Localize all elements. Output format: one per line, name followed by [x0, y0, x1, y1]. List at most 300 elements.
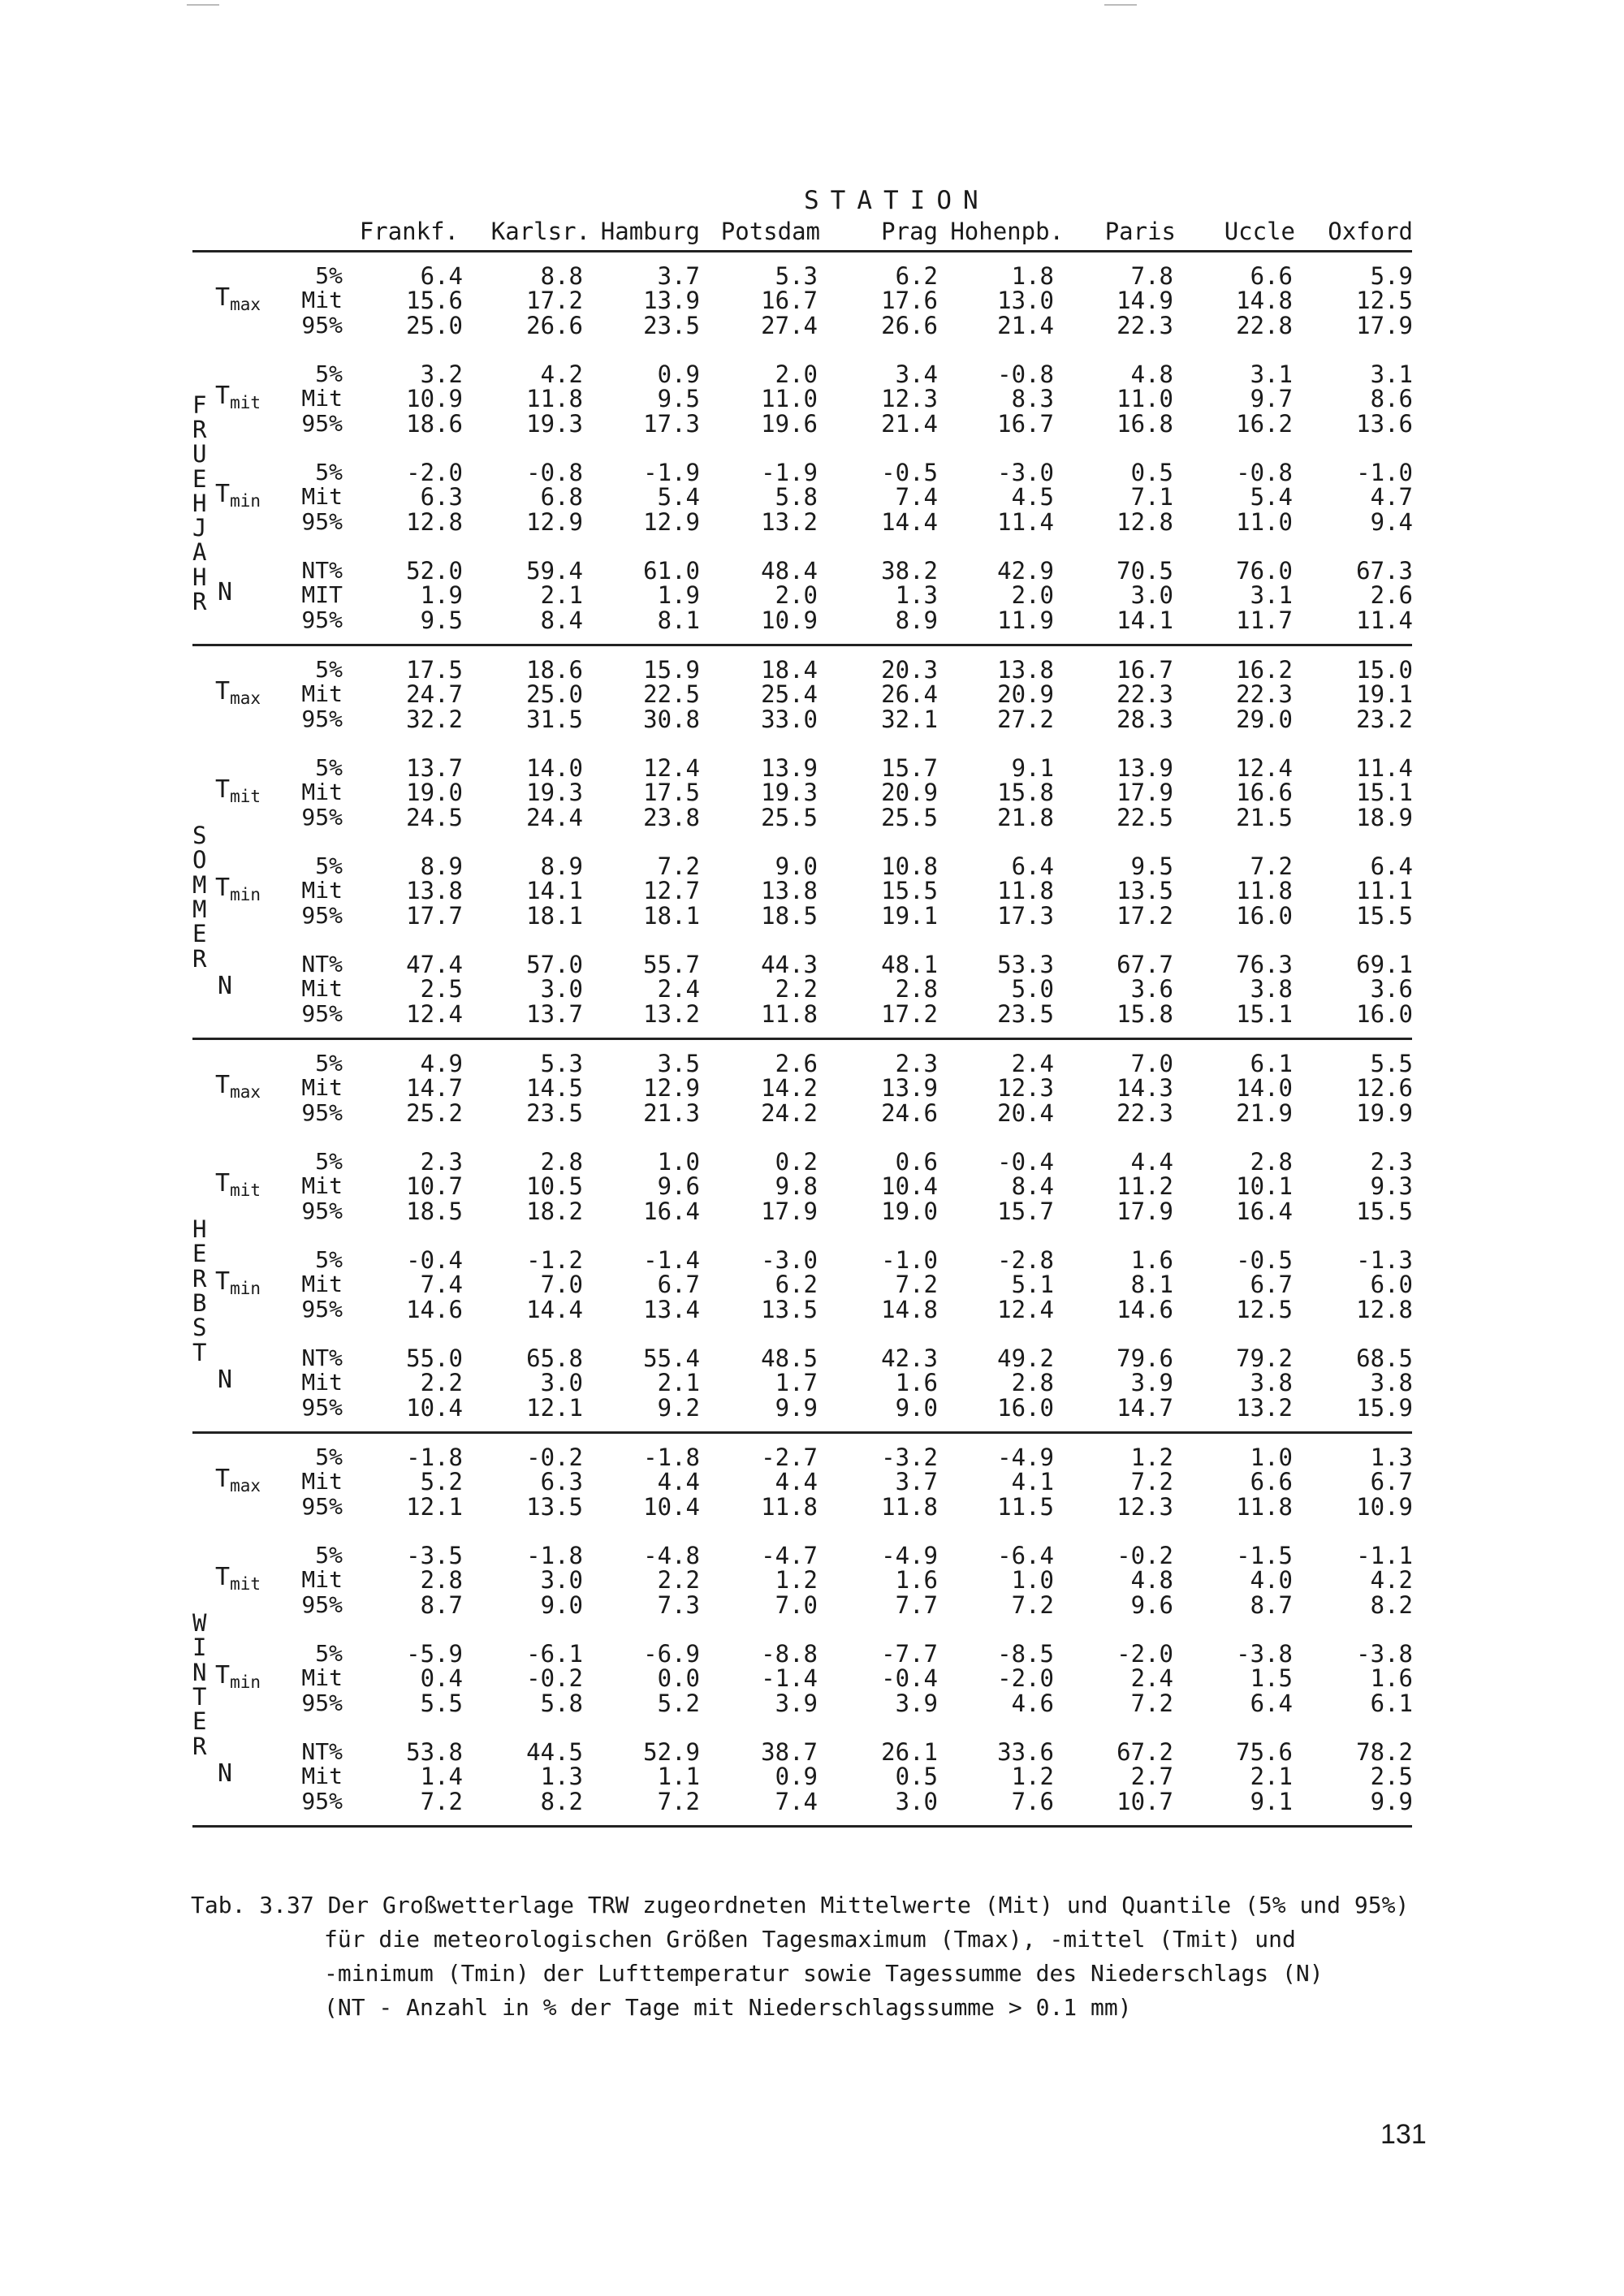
table-cell: 2.8 — [1250, 1148, 1293, 1176]
table-cell: 29.0 — [1236, 705, 1293, 733]
table-cell: 70.5 — [1116, 557, 1173, 585]
table-cell: 13.9 — [1116, 754, 1173, 782]
table-cell: 11.8 — [1236, 1492, 1293, 1521]
station-header: Uccle — [1224, 218, 1295, 245]
variable-symbol: T — [215, 1169, 231, 1198]
table-cell: 21.8 — [997, 803, 1054, 831]
table-cell: 13.5 — [761, 1295, 818, 1323]
table-cell: 15.5 — [1356, 901, 1413, 930]
table-cell: 22.3 — [1116, 1098, 1173, 1127]
table-cell: -5.9 — [406, 1640, 463, 1668]
table-cell: 12.8 — [406, 507, 463, 536]
table-cell: 16.4 — [1236, 1197, 1293, 1225]
table-cell: 25.5 — [881, 803, 938, 831]
season-letter: S — [192, 1314, 207, 1342]
scan-mark — [1104, 4, 1137, 6]
table-cell: 6.4 — [1250, 1689, 1293, 1717]
table-cell: 3.0 — [540, 1369, 583, 1397]
table-cell: 3.1 — [1370, 360, 1413, 388]
table-cell: 15.6 — [406, 287, 463, 315]
table-cell: 25.0 — [526, 680, 583, 709]
table-cell: 10.1 — [1236, 1172, 1293, 1201]
table-cell: 52.9 — [643, 1738, 700, 1766]
table-cell: 11.4 — [1356, 606, 1413, 634]
table-cell: 17.9 — [1116, 779, 1173, 807]
table-cell: 15.7 — [997, 1197, 1054, 1225]
table-cell: 2.8 — [420, 1566, 463, 1595]
table-cell: 33.6 — [997, 1738, 1054, 1766]
table-cell: -1.2 — [526, 1246, 583, 1274]
table-cell: 12.4 — [1236, 754, 1293, 782]
table-cell: 12.8 — [1356, 1295, 1413, 1323]
table-cell: 11.8 — [997, 877, 1054, 905]
table-cell: 7.1 — [1130, 483, 1173, 511]
table-cell: -0.4 — [406, 1246, 463, 1274]
table-cell: 9.5 — [1130, 852, 1173, 880]
table-cell: 16.0 — [1356, 999, 1413, 1028]
table-cell: 3.1 — [1250, 581, 1293, 610]
table-cell: 20.9 — [881, 779, 938, 807]
table-cell: 9.6 — [657, 1172, 700, 1201]
table-cell: 12.6 — [1356, 1074, 1413, 1103]
table-cell: 14.0 — [1236, 1074, 1293, 1103]
table-cell: 11.5 — [997, 1492, 1054, 1521]
stat-label: NT% — [301, 1738, 343, 1765]
table-cell: 18.5 — [761, 901, 818, 930]
table-cell: 15.0 — [1356, 656, 1413, 684]
season-letter: S — [192, 822, 207, 850]
table-cell: 19.6 — [761, 409, 818, 438]
table-cell: 12.3 — [881, 385, 938, 413]
table-cell: 0.9 — [775, 1763, 818, 1791]
stat-label: 5% — [315, 262, 343, 289]
table-cell: 26.6 — [881, 311, 938, 339]
season-letter: R — [192, 1732, 207, 1760]
table-cell: 9.2 — [657, 1393, 700, 1422]
stat-label: 5% — [315, 1246, 343, 1273]
table-cell: 1.1 — [657, 1763, 700, 1791]
table-cell: -1.8 — [526, 1542, 583, 1569]
variable-label — [215, 1467, 261, 1498]
stat-label: Mit — [301, 1468, 343, 1495]
table-cell: 10.5 — [526, 1172, 583, 1201]
table-cell: 6.8 — [540, 483, 583, 511]
table-cell: 14.7 — [1116, 1393, 1173, 1422]
season-letter: E — [192, 920, 207, 948]
table-cell: 1.4 — [420, 1763, 463, 1791]
table-cell: 8.1 — [657, 606, 700, 634]
table-cell: 7.2 — [1011, 1590, 1054, 1619]
variable-symbol: T — [215, 382, 231, 411]
table-cell: 33.0 — [761, 705, 818, 733]
table-cell: 31.5 — [526, 705, 583, 733]
table-cell: 19.9 — [1356, 1098, 1413, 1127]
table-cell: 1.7 — [775, 1369, 818, 1397]
table-cell: 52.0 — [406, 557, 463, 585]
table-cell: 1.2 — [1011, 1763, 1054, 1791]
station-header: Potsdam — [720, 218, 820, 245]
table-cell: -3.2 — [881, 1444, 938, 1471]
table-cell: 7.4 — [895, 483, 938, 511]
table-cell: -0.4 — [881, 1664, 938, 1693]
variable-subscript: min — [230, 885, 261, 905]
table-cell: 6.2 — [775, 1271, 818, 1299]
stat-label: NT% — [301, 951, 343, 978]
variable-label — [215, 384, 261, 415]
variable-label — [215, 1565, 261, 1596]
table-cell: 17.5 — [643, 779, 700, 807]
variable-subscript: mit — [230, 1574, 261, 1595]
table-cell: 0.4 — [420, 1664, 463, 1693]
table-cell: 5.2 — [657, 1689, 700, 1717]
stat-label: NT% — [301, 557, 343, 584]
table-cell: 4.7 — [1370, 483, 1413, 511]
table-cell: 16.0 — [1236, 901, 1293, 930]
variable-subscript: min — [230, 1279, 261, 1299]
table-cell: 18.1 — [643, 901, 700, 930]
table-cell: 8.2 — [1370, 1590, 1413, 1619]
station-group-title: STATION — [804, 186, 990, 215]
table-cell: 15.9 — [1356, 1393, 1413, 1422]
table-cell: -4.9 — [881, 1542, 938, 1569]
table-cell: 2.8 — [1011, 1369, 1054, 1397]
table-cell: 2.6 — [1370, 581, 1413, 610]
table-cell: 26.4 — [881, 680, 938, 709]
table-cell: 3.8 — [1250, 1369, 1293, 1397]
table-cell: 2.0 — [1011, 581, 1054, 610]
variable-subscript: max — [230, 295, 261, 315]
table-cell: 1.6 — [895, 1566, 938, 1595]
table-cell: 12.1 — [526, 1393, 583, 1422]
season-rule — [192, 1825, 1412, 1828]
table-cell: 16.2 — [1236, 409, 1293, 438]
stat-label: Mit — [301, 385, 343, 412]
table-cell: 57.0 — [526, 951, 583, 978]
table-cell: -3.0 — [761, 1246, 818, 1274]
table-cell: 76.3 — [1236, 951, 1293, 978]
season-letter: R — [192, 944, 207, 973]
table-cell: 2.2 — [657, 1566, 700, 1595]
table-cell: 12.4 — [406, 999, 463, 1028]
season-letter: R — [192, 588, 207, 616]
table-cell: 2.2 — [420, 1369, 463, 1397]
table-cell: 28.3 — [1116, 705, 1173, 733]
table-cell: 7.0 — [540, 1271, 583, 1299]
table-cell: -1.8 — [406, 1444, 463, 1471]
season-letter: I — [192, 1634, 207, 1662]
table-cell: 12.3 — [1116, 1492, 1173, 1521]
table-cell: 42.3 — [881, 1344, 938, 1372]
table-cell: -2.0 — [1116, 1640, 1173, 1668]
table-cell: 18.9 — [1356, 803, 1413, 831]
table-cell: 11.4 — [1356, 754, 1413, 782]
table-cell: 0.9 — [657, 360, 700, 388]
table-cell: 1.6 — [1370, 1664, 1413, 1693]
variable-subscript: mit — [230, 787, 261, 807]
season-letter: J — [192, 514, 207, 542]
table-cell: 13.2 — [1236, 1393, 1293, 1422]
table-cell: -3.5 — [406, 1542, 463, 1569]
stat-label: 95% — [301, 1492, 343, 1520]
table-cell: 15.5 — [881, 877, 938, 905]
table-cell: 18.1 — [526, 901, 583, 930]
variable-symbol: T — [215, 1465, 231, 1494]
stat-label: 95% — [301, 999, 343, 1027]
table-cell: 11.4 — [997, 507, 1054, 536]
table-cell: 55.4 — [643, 1344, 700, 1372]
table-cell: 6.6 — [1250, 1468, 1293, 1496]
table-cell: 17.2 — [881, 999, 938, 1028]
table-cell: 47.4 — [406, 951, 463, 978]
variable-subscript: mit — [230, 1180, 261, 1201]
table-cell: -1.5 — [1236, 1542, 1293, 1569]
table-cell: 14.8 — [881, 1295, 938, 1323]
table-cell: 22.5 — [643, 680, 700, 709]
table-cell: 7.2 — [895, 1271, 938, 1299]
table-cell: 61.0 — [643, 557, 700, 585]
table-cell: 6.1 — [1250, 1050, 1293, 1077]
table-cell: 30.8 — [643, 705, 700, 733]
table-cell: 7.0 — [1130, 1050, 1173, 1077]
table-cell: 19.3 — [526, 409, 583, 438]
table-cell: 3.0 — [540, 1566, 583, 1595]
table-cell: 2.2 — [775, 975, 818, 1003]
stat-label: Mit — [301, 877, 343, 904]
table-cell: 17.7 — [406, 901, 463, 930]
table-cell: 13.8 — [997, 656, 1054, 684]
table-cell: 23.5 — [526, 1098, 583, 1127]
table-cell: 6.4 — [1011, 852, 1054, 880]
table-cell: 3.0 — [895, 1787, 938, 1815]
variable-symbol: T — [215, 480, 231, 509]
stat-label: Mit — [301, 1074, 343, 1102]
table-cell: 13.8 — [406, 877, 463, 905]
table-cell: 11.8 — [1236, 877, 1293, 905]
table-cell: 59.4 — [526, 557, 583, 585]
table-cell: 53.8 — [406, 1738, 463, 1766]
table-cell: 6.7 — [1250, 1271, 1293, 1299]
table-cell: 2.1 — [540, 581, 583, 610]
caption-line-1: Tab. 3.37 Der Großwetterlage TRW zugeordneten Mittelwerte (Mit) und Quantile (5% und 95%) — [191, 1892, 1410, 1918]
table-cell: 1.6 — [895, 1369, 938, 1397]
table-cell: 8.6 — [1370, 385, 1413, 413]
table-cell: 9.0 — [775, 852, 818, 880]
table-cell: 13.6 — [1356, 409, 1413, 438]
table-cell: 23.5 — [643, 311, 700, 339]
table-cell: 14.7 — [406, 1074, 463, 1103]
season-letter: R — [192, 415, 207, 443]
table-cell: 17.2 — [526, 287, 583, 315]
stat-label: Mit — [301, 287, 343, 314]
table-cell: 26.1 — [881, 1738, 938, 1766]
table-cell: 9.8 — [775, 1172, 818, 1201]
variable-subscript: max — [230, 688, 261, 709]
stat-label: Mit — [301, 779, 343, 806]
variable-label — [215, 1661, 261, 1694]
stat-label: Mit — [301, 1172, 343, 1200]
table-cell: -8.8 — [761, 1640, 818, 1668]
table-cell: 23.2 — [1356, 705, 1413, 733]
stat-label: 95% — [301, 409, 343, 437]
table-cell: -2.0 — [997, 1664, 1054, 1693]
table-cell: 2.1 — [1250, 1763, 1293, 1791]
table-cell: 11.0 — [1116, 385, 1173, 413]
table-cell: 20.3 — [881, 656, 938, 684]
table-cell: 2.3 — [420, 1148, 463, 1176]
table-cell: 69.1 — [1356, 951, 1413, 978]
table-cell: 15.5 — [1356, 1197, 1413, 1225]
table-cell: 12.9 — [643, 1074, 700, 1103]
table-cell: 5.9 — [1370, 262, 1413, 290]
table-cell: 1.0 — [1250, 1444, 1293, 1471]
variable-symbol: T — [215, 1563, 231, 1592]
variable-label — [215, 1267, 261, 1301]
table-cell: 2.6 — [775, 1050, 818, 1077]
table-cell: 4.0 — [1250, 1566, 1293, 1595]
table-cell: 4.4 — [657, 1468, 700, 1496]
stat-label: 95% — [301, 1787, 343, 1815]
table-cell: 10.9 — [1356, 1492, 1413, 1521]
table-cell: 13.4 — [643, 1295, 700, 1323]
variable-symbol: T — [215, 1661, 231, 1690]
table-cell: 10.7 — [1116, 1787, 1173, 1815]
stat-label: 5% — [315, 459, 343, 486]
table-cell: -4.9 — [997, 1444, 1054, 1471]
table-cell: 14.6 — [1116, 1295, 1173, 1323]
table-cell: 2.8 — [895, 975, 938, 1003]
season-letter: N — [192, 1658, 207, 1686]
table-cell: 11.8 — [526, 385, 583, 413]
table-cell: 3.5 — [657, 1050, 700, 1077]
table-cell: 3.9 — [895, 1689, 938, 1717]
stat-label: 95% — [301, 1689, 343, 1716]
variable-subscript: min — [230, 491, 261, 511]
table-cell: 18.2 — [526, 1197, 583, 1225]
table-cell: 4.5 — [1011, 483, 1054, 511]
table-cell: 1.3 — [895, 581, 938, 610]
station-header: Paris — [1104, 218, 1176, 245]
table-cell: -1.4 — [643, 1246, 700, 1274]
variable-symbol: T — [215, 283, 231, 313]
season-letter: H — [192, 1215, 207, 1244]
table-cell: 12.3 — [997, 1074, 1054, 1103]
table-cell: 16.7 — [1116, 656, 1173, 684]
table-cell: 3.4 — [895, 360, 938, 388]
variable-symbol: T — [215, 874, 231, 903]
table-cell: 17.6 — [881, 287, 938, 315]
table-cell: 32.2 — [406, 705, 463, 733]
table-cell: 0.5 — [895, 1763, 938, 1791]
table-cell: 16.2 — [1236, 656, 1293, 684]
table-cell: 8.9 — [540, 852, 583, 880]
variable-label — [215, 482, 261, 513]
stat-label: 5% — [315, 1148, 343, 1175]
stat-label: 95% — [301, 507, 343, 535]
table-cell: 4.8 — [1130, 1566, 1173, 1595]
season-letter: H — [192, 563, 207, 591]
table-cell: 55.7 — [643, 951, 700, 978]
table-cell: 1.0 — [1011, 1566, 1054, 1595]
table-cell: 10.4 — [881, 1172, 938, 1201]
table-cell: 24.7 — [406, 680, 463, 709]
table-cell: 10.9 — [761, 606, 818, 634]
table-cell: 8.4 — [1011, 1172, 1054, 1201]
table-cell: 10.4 — [406, 1393, 463, 1422]
table-cell: 4.4 — [775, 1468, 818, 1496]
table-cell: 32.1 — [881, 705, 938, 733]
table-cell: 8.8 — [540, 262, 583, 290]
table-cell: 6.3 — [540, 1468, 583, 1496]
variable-label — [215, 283, 261, 317]
table-cell: 19.0 — [881, 1197, 938, 1225]
table-cell: 48.5 — [761, 1344, 818, 1372]
table-cell: 12.9 — [526, 507, 583, 536]
table-cell: 12.8 — [1116, 507, 1173, 536]
table-cell: 2.7 — [1130, 1763, 1173, 1791]
table-cell: 13.8 — [761, 877, 818, 905]
table-cell: 22.3 — [1116, 311, 1173, 339]
table-cell: 19.1 — [1356, 680, 1413, 709]
table-cell: 0.5 — [1130, 459, 1173, 486]
table-cell: 38.2 — [881, 557, 938, 585]
table-cell: 8.9 — [420, 852, 463, 880]
table-cell: 5.8 — [540, 1689, 583, 1717]
table-cell: -4.8 — [643, 1542, 700, 1569]
table-cell: 12.9 — [643, 507, 700, 536]
table-cell: 2.0 — [775, 581, 818, 610]
table-caption — [191, 1888, 1425, 2025]
table-cell: 6.4 — [1370, 852, 1413, 880]
table-cell: 18.5 — [406, 1197, 463, 1225]
table-cell: -0.8 — [997, 360, 1054, 388]
table-cell: 4.1 — [1011, 1468, 1054, 1496]
variable-label — [215, 677, 261, 710]
table-cell: -6.9 — [643, 1640, 700, 1668]
table-cell: 6.3 — [420, 483, 463, 511]
table-cell: 1.2 — [775, 1566, 818, 1595]
table-cell: 11.0 — [761, 385, 818, 413]
stat-label: Mit — [301, 1664, 343, 1692]
table-cell: 2.3 — [1370, 1148, 1413, 1176]
table-cell: 11.9 — [997, 606, 1054, 634]
header-rule — [192, 250, 1412, 252]
stat-label: Mit — [301, 680, 343, 708]
table-cell: 67.7 — [1116, 951, 1173, 978]
stat-label: 5% — [315, 852, 343, 879]
table-cell: 3.8 — [1250, 975, 1293, 1003]
station-header: Prag — [881, 218, 938, 245]
table-cell: 6.4 — [420, 262, 463, 290]
table-cell: 18.6 — [406, 409, 463, 438]
season-letter: E — [192, 1240, 207, 1268]
stat-label: 95% — [301, 705, 343, 732]
table-cell: -1.9 — [643, 459, 700, 486]
table-cell: 21.5 — [1236, 803, 1293, 831]
table-cell: 18.6 — [526, 656, 583, 684]
caption-line-4: (NT - Anzahl in % der Tage mit Niederschlagssumme > 0.1 mm) — [324, 1994, 1132, 2021]
table-cell: -4.7 — [761, 1542, 818, 1569]
stat-label: Mit — [301, 975, 343, 1003]
table-cell: -2.7 — [761, 1444, 818, 1471]
table-cell: 42.9 — [997, 557, 1054, 585]
table-cell: 4.6 — [1011, 1689, 1054, 1717]
table-cell: -1.4 — [761, 1664, 818, 1693]
table-cell: 14.6 — [406, 1295, 463, 1323]
table-cell: 79.2 — [1236, 1344, 1293, 1372]
table-cell: 49.2 — [997, 1344, 1054, 1372]
table-cell: 15.8 — [1116, 999, 1173, 1028]
season-letter: W — [192, 1609, 207, 1638]
